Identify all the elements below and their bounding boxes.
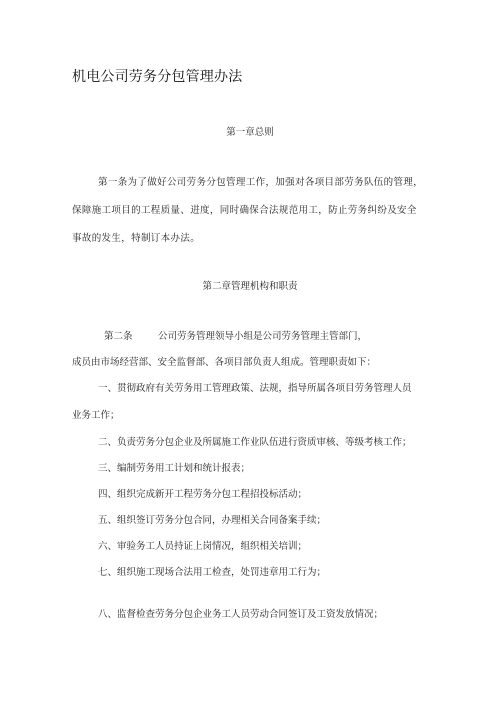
article-2-continuation: 成员由市场经营部、安全监督部、各项目部负责人组成。管理职责如下： — [72, 357, 377, 368]
duty-5: 五、组织签订劳务分包合同，办理相关合同备案手续； — [98, 515, 327, 526]
duty-1-line-1: 一、贯彻政府有关劳务用工管理政策、法规，指导所属各项目劳务管理人员 — [98, 383, 412, 394]
chapter-2-heading: 第二章管理机构和职责 — [202, 281, 298, 292]
duty-4: 四、组织完成新开工程劳务分包工程招投标活动； — [98, 489, 308, 500]
document-title: 机电公司劳务分包管理办法 — [72, 69, 243, 85]
article-2-label: 第二条 — [104, 331, 133, 342]
duty-1-line-2: 业务工作； — [72, 410, 120, 421]
duty-2: 二、负责劳务分包企业及所属施工作业队伍进行资质审核、等级考核工作； — [98, 437, 412, 448]
duty-6: 六、审验务工人员持证上岗情况，组织相关培训； — [98, 541, 308, 552]
article-1-line-1: 第一条为了做好公司劳务分包管理工作，加强对各项目部劳务队伍的管理， — [98, 177, 424, 188]
article-1-line-2: 保障施工项目的工程质量、进度，同时确保合法规范用工，防止劳务纠纷及安全 — [72, 205, 417, 216]
chapter-1-heading: 第一章总则 — [226, 127, 274, 138]
article-1-line-3: 事故的发生，特制订本办法。 — [72, 233, 201, 244]
duty-8: 八、监督检查劳务分包企业务工人员劳动合同签订及工资发放情况； — [98, 609, 384, 620]
article-2-text: 公司劳务管理领导小组是公司劳务管理主管部门， — [158, 331, 368, 342]
duty-7: 七、组织施工现场合法用工检查，处罚违章用工行为； — [98, 567, 327, 578]
duty-3: 三、编制劳务用工计划和统计报表； — [98, 463, 251, 474]
